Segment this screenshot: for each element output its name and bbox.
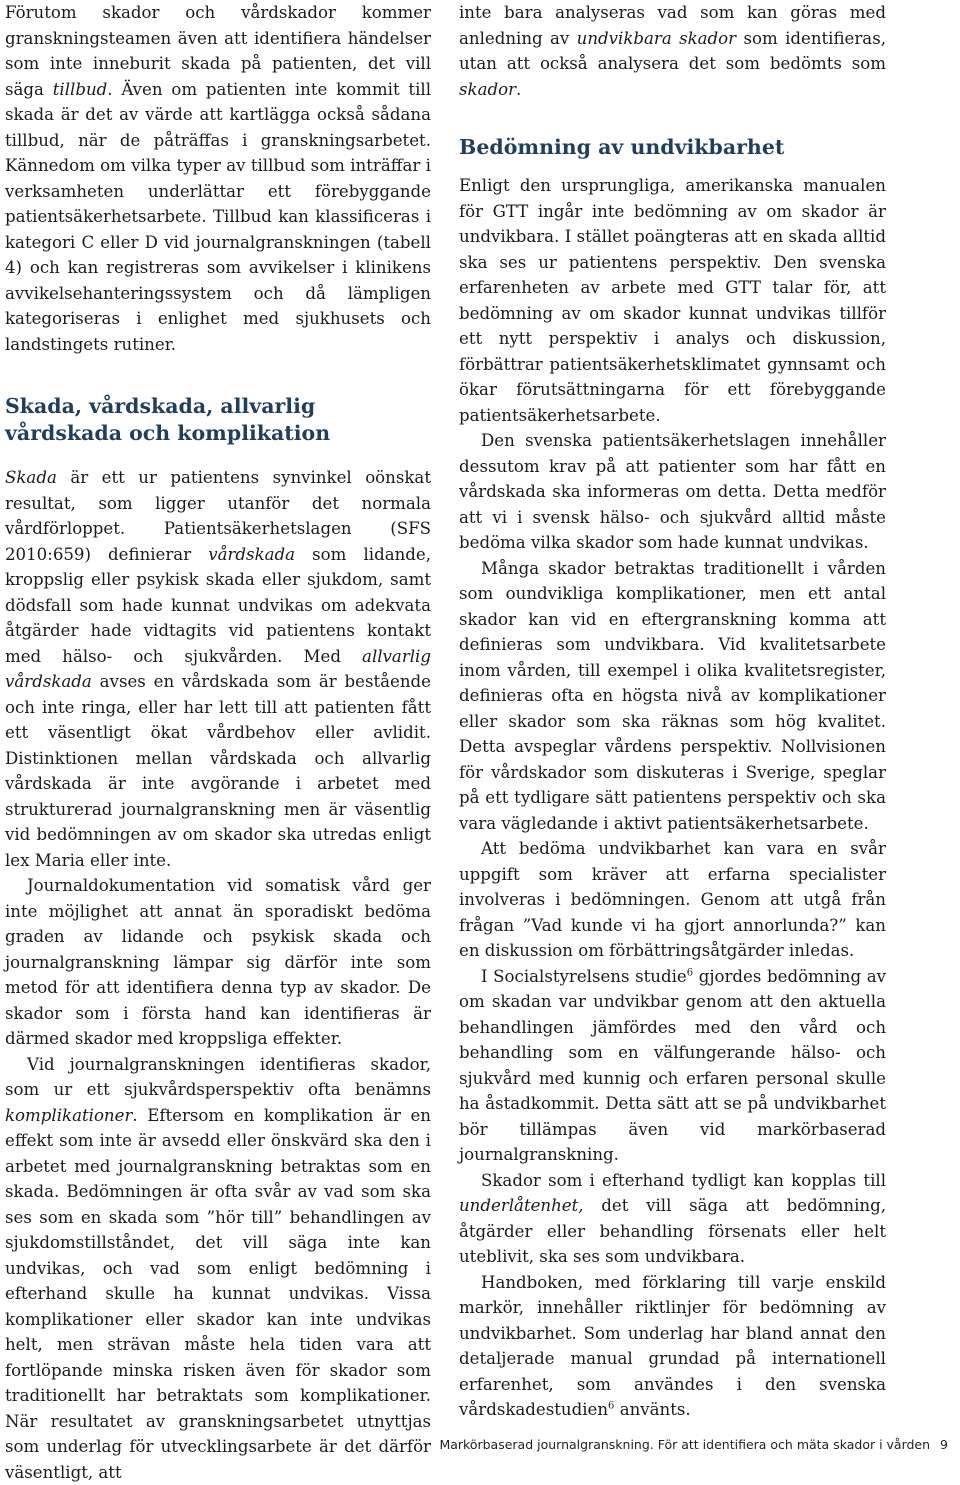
right-column	[459, 0, 886, 1423]
footer-title: Markörbaserad journalgranskning. För att identifiera och mäta skador i vården	[439, 1437, 930, 1452]
emphasis: undvikbara skador	[577, 29, 736, 48]
emphasis: komplikationer	[5, 1106, 132, 1125]
emphasis: vårdskada	[208, 545, 295, 564]
paragraph-bedoma-undvikbarhet: Att bedöma undvikbarhet kan vara en svår uppgift som kräver att erfarna specialister involveras i bedömningen. Genom att utgå från frågan ”Vad kunde vi ha gjort annorlunda?” kan en diskussion om förbättringsåtgärder inledas.	[459, 836, 886, 964]
emphasis: Skada	[5, 468, 57, 487]
text: använts.	[614, 1400, 690, 1419]
footnote-ref: 6	[608, 1400, 614, 1411]
paragraph-komplikationer	[5, 1052, 431, 1485]
text: I Socialstyrelsens studie	[481, 967, 687, 986]
paragraph-continuation	[459, 0, 886, 102]
text: gjordes bedömning av om skadan var undvikbar genom att den aktuella behandlingen jämfördes med den vård och behandling som en välfungerande hälso- och sjukvård med kunnig och erfaren personal skulle ha åstadkommit. Detta sätt att se på undvikbarhet bör tillämpas även vid markörbaserad journalgranskning.	[459, 967, 886, 1165]
paragraph-komplikationer-kvalitet: Många skador betraktas traditionellt i vården som oundvikliga komplikationer, men ett antal skador kan vid en eftergranskning komma att definieras som undvikbara. Vid kvalitetsarbete inom vården, till exempel i olika kvalitetsregister, definieras ofta en högsta nivå av komplikationer eller skador som ska räknas som hög kvalitet. Detta avspeglar vårdens perspektiv. Nollvisionen för vårdskador som diskuteras i Sverige, speglar på ett tydligare sätt patientens perspektiv och ska vara vägledande i aktivt patientsäkerhetsarbete.	[459, 556, 886, 837]
paragraph-skada-definition	[5, 465, 431, 873]
text: Skador som i efterhand tydligt kan kopplas till	[481, 1171, 886, 1190]
paragraph-tillbud	[5, 0, 431, 357]
section-heading-undvikbarhet: Bedömning av undvikbarhet	[459, 134, 886, 161]
emphasis: underlåtenhet,	[459, 1196, 584, 1215]
paragraph-underlatenhet	[459, 1168, 886, 1270]
paragraph-journaldokumentation: Journaldokumentation vid somatisk vård ger inte möjlighet att annat än sporadiskt bedöma graden av lidande och psykisk skada och journalgranskning lämpar sig därför inte som metod för att identifiera denna typ av skador. De skador som i första hand kan identifieras är därmed skador med kroppsliga effekter.	[5, 873, 431, 1052]
text: det vill säga att bedömning, åtgärder eller behandling försenats eller helt uteblivit, ska ses som undvikbara.	[459, 1196, 886, 1266]
paragraph-gtt-manual: Enligt den ursprungliga, amerikanska manualen för GTT ingår inte bedömning av om skador är undvikbara. I stället poängteras att en skada alltid ska ses ur patientens perspektiv. Den svenska erfarenheten av arbete med GTT talar för, att bedömning av om skador kunnat undvikas tillför ett nytt perspektiv i analys och diskussion, förbättrar patientsäkerhetsklimatet gynnsamt och ökar förutsättningarna för ett förebyggande patientsäkerhetsarbete.	[459, 173, 886, 428]
text: avses en vårdskada som är bestående och inte ringa, eller har lett till att patienten fått ett väsentligt ökat vårdbehov eller avlidit. Distinktionen mellan vårdskada och allvarlig vårdskada är inte avgörande i arbetet med strukturerad journalgranskning men är väsentlig vid bedömningen av om skador ska utredas enligt lex Maria eller inte.	[5, 672, 431, 870]
page-number: 9	[940, 1437, 948, 1452]
text: Handboken, med förklaring till varje enskild markör, innehåller riktlinjer för bedömning av undvikbarhet. Som underlag har bland annat den detaljerade manual grundad på internationell erfarenhet, som användes i den svenska vårdskadestudien	[459, 1273, 886, 1420]
left-column	[5, 0, 431, 1485]
text: .	[516, 80, 521, 99]
emphasis: allvarlig vårdskada	[5, 647, 431, 692]
text: . Eftersom en komplikation är en effekt som inte är avsedd eller önskvärd ska den i arbetet med journalgranskning betraktas som en skada. Bedömningen är ofta svår av vad som ska ses som en skada som ”hör till” behandlingen av sjukdomstillståndet, det vill säga inte kan undvikas, och vad som enligt bedömning i efterhand skulle ha kunnat undvikas. Vissa komplikationer eller skador kan inte undvikas helt, men strävan måste hela tiden vara att fortlöpande minska risken även för skador som traditionellt har betraktats som komplikationer. När resultatet av granskningsarbetet utnyttjas som underlag för utvecklingsarbete är det därför väsentligt, att	[5, 1106, 431, 1482]
page-footer	[0, 1437, 948, 1452]
paragraph-handboken	[459, 1270, 886, 1423]
text: Vid journalgranskningen identifieras skador, som ur ett sjukvårdsperspektiv ofta benämns	[5, 1055, 431, 1100]
text: Förutom skador och vårdskador kommer granskningsteamen även att identifiera händelser som inte inneburit skada på patienten, det vill säga	[5, 3, 431, 99]
paragraph-socialstyrelsen	[459, 964, 886, 1168]
text: . Även om patienten inte kommit till skada är det av värde att kartlägga också sådana tillbud, när de påträffas i granskningsarbetet. Kännedom om vilka typer av tillbud som inträffar i verksamheten underlättar ett förebyggande patientsäkerhetsarbete. Tillbud kan klassificeras i kategori C eller D vid journalgranskningen (tabell 4) och kan registreras som avvikelser i klinikens avvikelsehanteringssystem och då lämpligen kategoriseras i enlighet med sjukhusets och landstingets rutiner.	[5, 80, 431, 354]
emphasis: skador	[459, 80, 516, 99]
paragraph-patientsakerhetslagen: Den svenska patientsäkerhetslagen innehåller dessutom krav på att patienter som har fått en vårdskada ska informeras om detta. Detta medför att vi i svensk hälso- och sjukvård alltid måste bedöma vilka skador som hade kunnat undvikas.	[459, 428, 886, 556]
footnote-ref: 6	[687, 967, 693, 978]
text: som identifieras, utan att också analysera det som bedömts som	[459, 29, 886, 74]
text: som lidande, kroppslig eller psykisk skada eller sjukdom, samt dödsfall som hade kunnat undvikas om adekvata åtgärder hade vidtagits vid patientens kontakt med hälso- och sjukvården. Med	[5, 545, 431, 666]
text: inte bara analyseras vad som kan göras med anledning av	[459, 3, 886, 48]
emphasis: tillbud	[53, 80, 108, 99]
section-heading-skada: Skada, vårdskada, allvarlig vårdskada och komplikation	[5, 393, 431, 447]
text: är ett ur patientens synvinkel oönskat resultat, som ligger utanför det normala vårdförloppet. Patientsäkerhetslagen (SFS 2010:659) definierar	[5, 468, 431, 564]
